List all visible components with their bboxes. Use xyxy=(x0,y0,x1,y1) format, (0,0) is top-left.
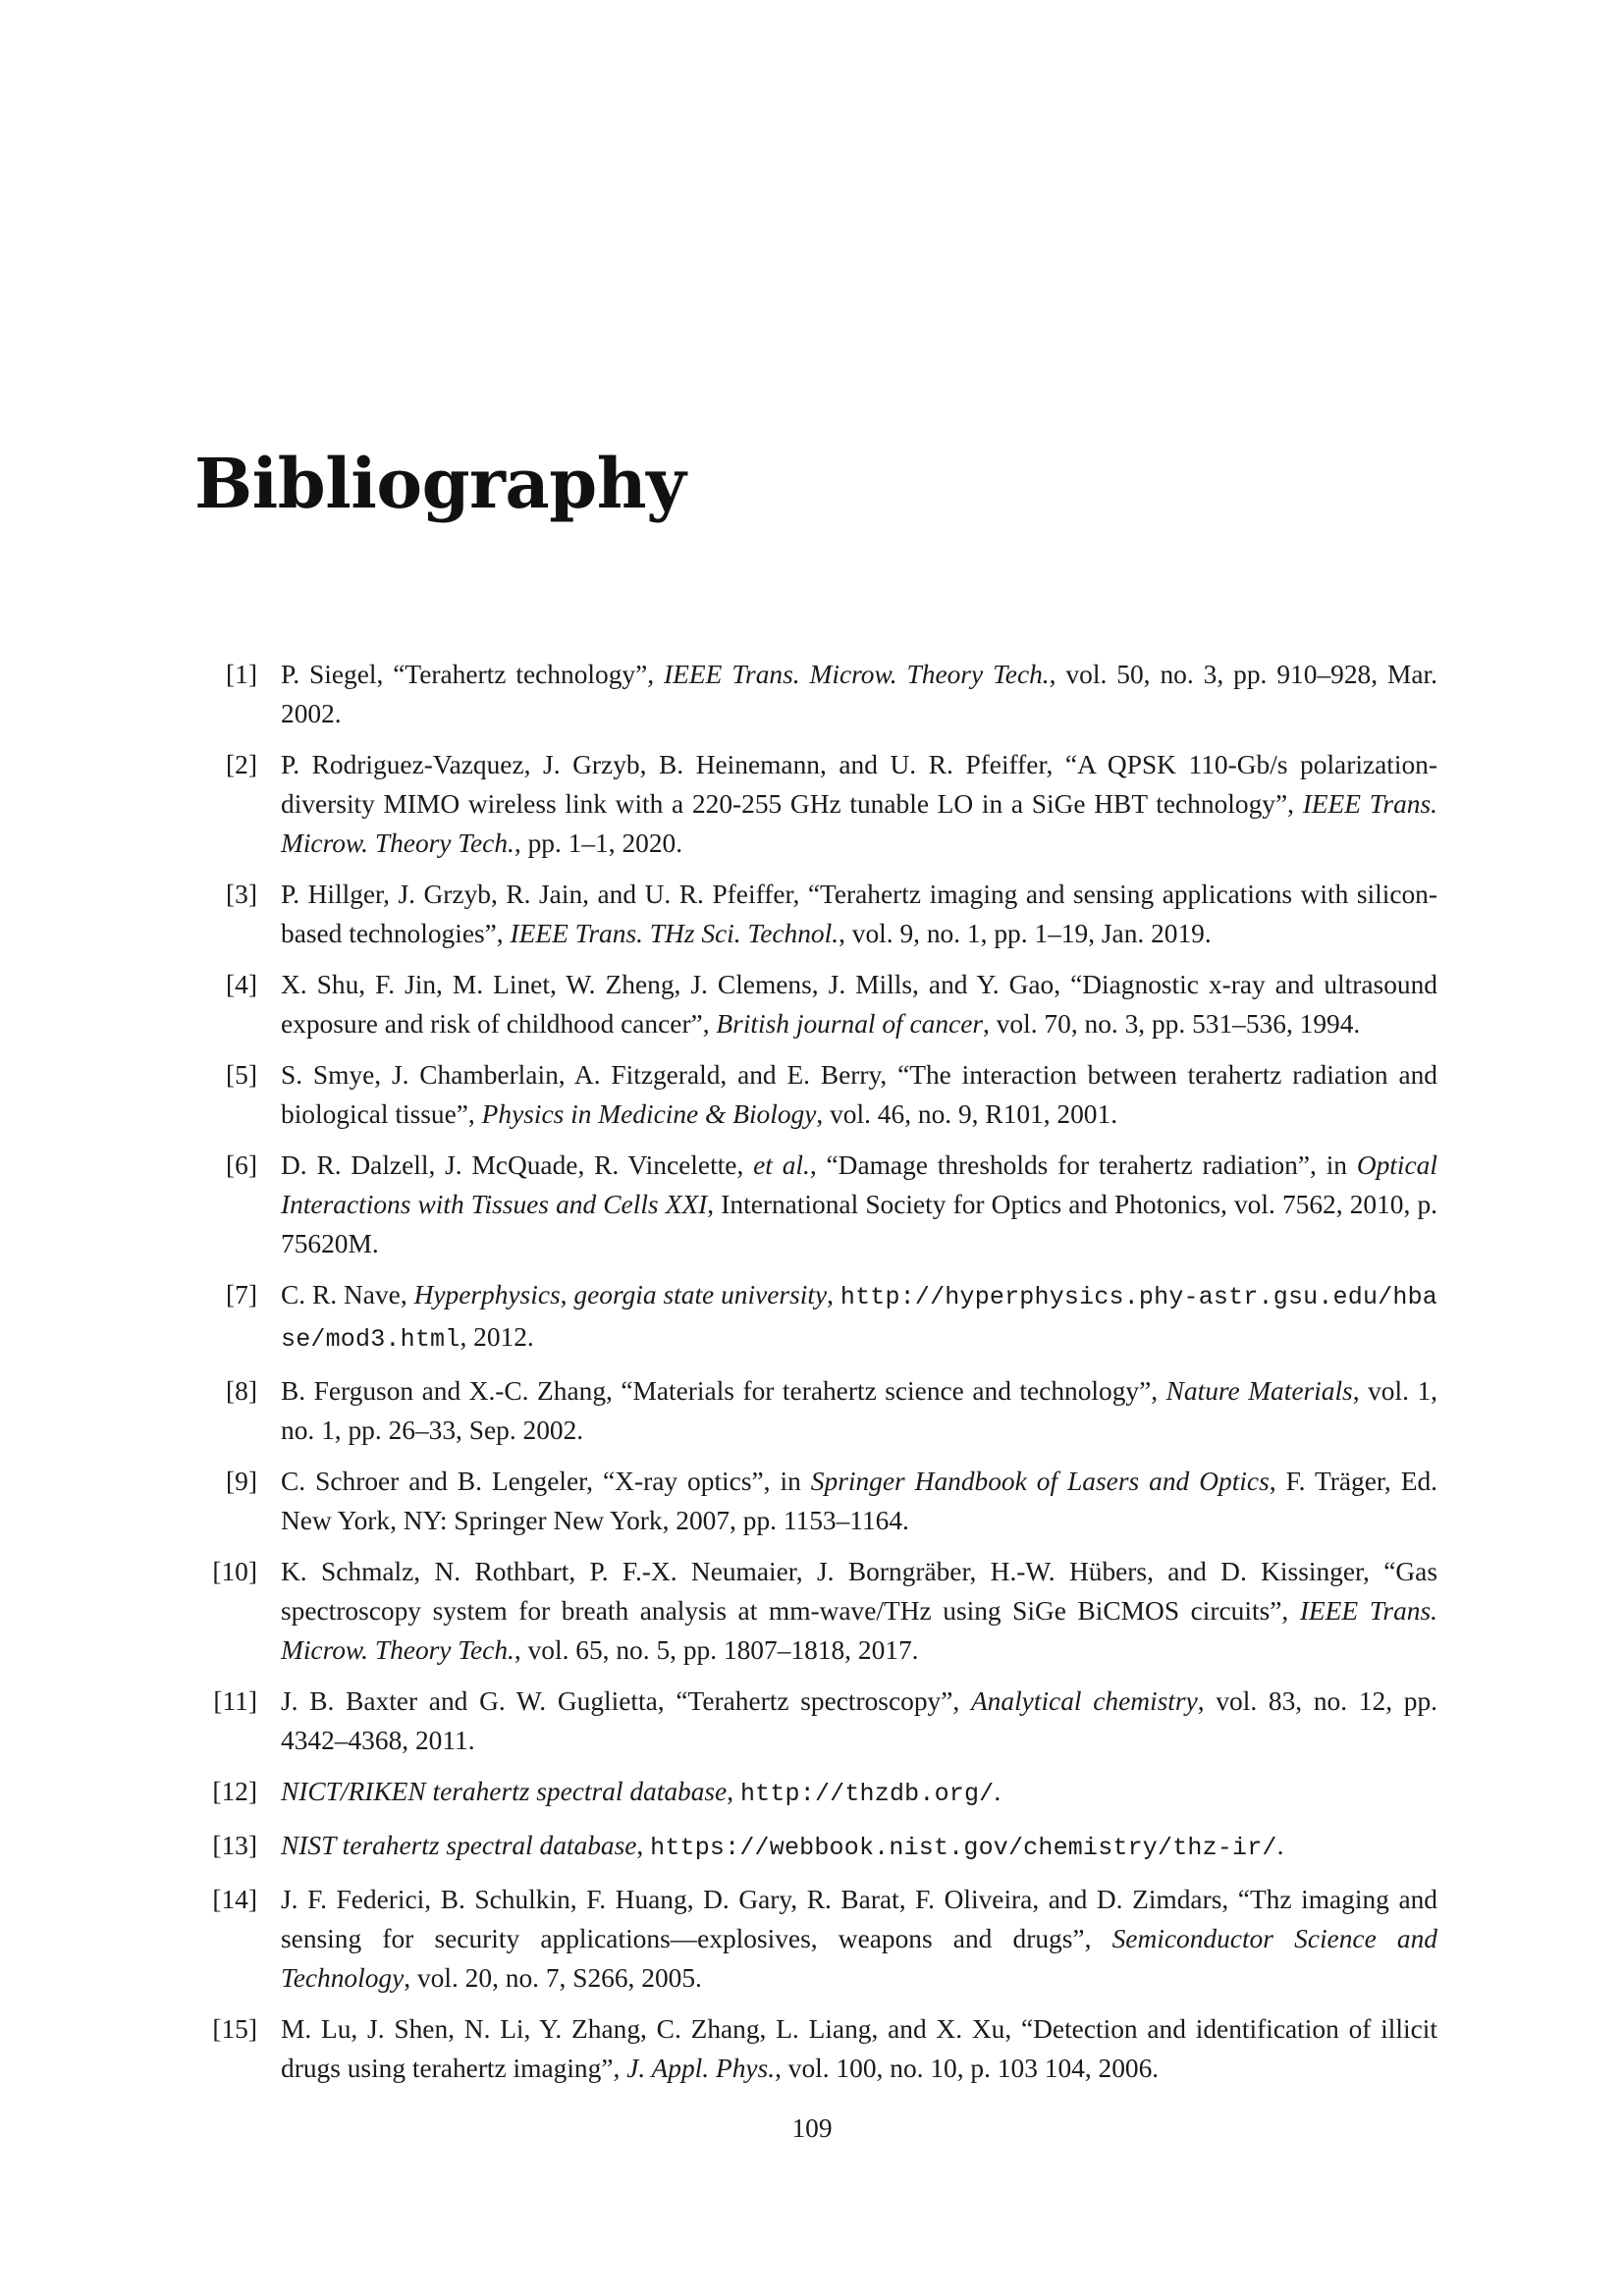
reference-text xyxy=(281,655,1437,733)
reference-text-part: M. Lu, J. Shen, N. Li, Y. Zhang, C. Zhang, L. Liang, and X. Xu, “Detection and identification of illicit drugs using terahertz imaging”, xyxy=(281,2014,1437,2083)
reference-italic-part: NICT/RIKEN terahertz spectral database xyxy=(281,1777,728,1806)
reference-number: [9] xyxy=(226,1467,257,1496)
reference-italic-part: IEEE Trans. Microw. Theory Tech. xyxy=(664,660,1050,689)
reference-entry xyxy=(194,1462,1437,1540)
reference-text-part: , “Damage thresholds for terahertz radiation”, in xyxy=(809,1150,1357,1180)
reference-entry xyxy=(194,2009,1437,2088)
reference-url: http://thzdb.org/ xyxy=(739,1780,995,1808)
reference-text-part: P. Rodriguez-Vazquez, J. Grzyb, B. Heinemann, and U. R. Pfeiffer, “A QPSK 110-Gb/s polarization-diversity MIMO wireless link with a 220-255 GHz tunable LO in a SiGe HBT technology”, xyxy=(281,750,1437,819)
reference-entry xyxy=(194,655,1437,733)
reference-italic-part: NIST terahertz spectral database xyxy=(281,1831,637,1860)
reference-entry xyxy=(194,745,1437,863)
reference-text xyxy=(281,1371,1437,1450)
reference-number: [12] xyxy=(212,1777,257,1806)
reference-text xyxy=(281,1146,1437,1263)
reference-italic-part: IEEE Trans. Microw. Theory Tech. xyxy=(281,1596,1437,1665)
reference-text xyxy=(281,1682,1437,1760)
reference-number: [5] xyxy=(226,1060,257,1090)
reference-entry xyxy=(194,1275,1437,1360)
reference-number: [1] xyxy=(226,660,257,689)
reference-text-part: , xyxy=(827,1280,840,1309)
reference-url: https://webbook.nist.gov/chemistry/thz-ir/ xyxy=(650,1834,1277,1862)
reference-italic-part: IEEE Trans. Microw. Theory Tech. xyxy=(281,789,1437,858)
reference-italic-part: IEEE Trans. THz Sci. Technol. xyxy=(510,919,839,948)
reference-text-part: , vol. 46, no. 9, R101, 2001. xyxy=(816,1099,1118,1129)
reference-text xyxy=(281,1826,1437,1868)
reference-italic-part: Analytical chemistry xyxy=(970,1686,1198,1716)
reference-number: [14] xyxy=(212,1885,257,1914)
reference-entry xyxy=(194,1552,1437,1670)
reference-text-part: D. R. Dalzell, J. McQuade, R. Vincelette, xyxy=(281,1150,754,1180)
reference-italic-part: Hyperphysics, georgia state university xyxy=(413,1280,828,1309)
reference-entry xyxy=(194,875,1437,953)
reference-text-part: P. Siegel, “Terahertz technology”, xyxy=(281,660,665,689)
reference-text-part: , vol. 65, no. 5, pp. 1807–1818, 2017. xyxy=(514,1635,919,1665)
reference-number: [7] xyxy=(226,1280,257,1309)
reference-entry xyxy=(194,1371,1437,1450)
page-number: 109 xyxy=(791,2113,833,2143)
reference-text-part: , vol. 1, no. 1, pp. 26–33, Sep. 2002. xyxy=(281,1376,1437,1445)
reference-text-part: C. Schroer and B. Lengeler, “X-ray optics”, in xyxy=(281,1467,811,1496)
reference-text-part: S. Smye, J. Chamberlain, A. Fitzgerald, and E. Berry, “The interaction between terahertz radiation and biological tissue”, xyxy=(281,1060,1437,1129)
reference-italic-part: Nature Materials xyxy=(1165,1376,1353,1406)
reference-text-part: , 2012. xyxy=(460,1322,534,1352)
reference-text-part: K. Schmalz, N. Rothbart, P. F.-X. Neumaier, J. Borngräber, H.-W. Hübers, and D. Kissinger, “Gas spectroscopy system for breath analysis at mm-wave/THz using SiGe BiCMOS circuits”, xyxy=(281,1557,1437,1626)
reference-number: [4] xyxy=(226,970,257,999)
reference-text xyxy=(281,1275,1437,1360)
reference-text-part: . xyxy=(1276,1831,1284,1860)
reference-text-part: , F. Träger, Ed. New York, NY: Springer New York, 2007, pp. 1153–1164. xyxy=(281,1467,1438,1535)
reference-text-part: , xyxy=(636,1831,651,1860)
reference-text xyxy=(281,1462,1437,1540)
reference-text-part: , vol. 83, no. 12, pp. 4342–4368, 2011. xyxy=(281,1686,1438,1755)
reference-text-part: X. Shu, F. Jin, M. Linet, W. Zheng, J. Clemens, J. Mills, and Y. Gao, “Diagnostic x-ray and ultrasound exposure and risk of childhood cancer”, xyxy=(281,970,1437,1039)
reference-italic-part: J. Appl. Phys. xyxy=(626,2054,776,2083)
reference-entry xyxy=(194,965,1437,1043)
reference-text-part: P. Hillger, J. Grzyb, R. Jain, and U. R. Pfeiffer, “Terahertz imaging and sensing applications with silicon-based technologies”, xyxy=(281,880,1437,948)
reference-number: [2] xyxy=(226,750,257,779)
reference-entry xyxy=(194,1055,1437,1134)
reference-text-part: J. B. Baxter and G. W. Guglietta, “Terahertz spectroscopy”, xyxy=(281,1686,971,1716)
reference-italic-part: Optical Interactions with Tissues and Cells XXI xyxy=(281,1150,1437,1219)
reference-text xyxy=(281,875,1437,953)
reference-text-part: , vol. 50, no. 3, pp. 910–928, Mar. 2002. xyxy=(281,660,1437,728)
reference-entry xyxy=(194,1772,1437,1814)
reference-text xyxy=(281,965,1437,1043)
reference-text-part: , xyxy=(727,1777,740,1806)
reference-text-part: , vol. 20, no. 7, S266, 2005. xyxy=(404,1963,702,1993)
chapter-title: Bibliography xyxy=(194,443,686,524)
reference-number: [3] xyxy=(226,880,257,909)
reference-text xyxy=(281,745,1437,863)
reference-text xyxy=(281,1055,1437,1134)
reference-text-part: J. F. Federici, B. Schulkin, F. Huang, D. Gary, R. Barat, F. Oliveira, and D. Zimdars, “Thz imaging and sensing for security applications—explosives, weapons and drugs”, xyxy=(281,1885,1437,1953)
reference-text-part: , vol. 70, no. 3, pp. 531–536, 1994. xyxy=(983,1009,1361,1039)
reference-italic-part: Semiconductor Science and Technology xyxy=(281,1924,1438,1993)
reference-text-part: , vol. 100, no. 10, p. 103 104, 2006. xyxy=(775,2054,1160,2083)
reference-entry xyxy=(194,1880,1437,1998)
reference-text-part: , pp. 1–1, 2020. xyxy=(514,828,683,858)
reference-italic-part: Springer Handbook of Lasers and Optics xyxy=(810,1467,1270,1496)
reference-number: [8] xyxy=(226,1376,257,1406)
reference-italic-part: et al. xyxy=(753,1150,810,1180)
reference-number: [6] xyxy=(226,1150,257,1180)
reference-text-part: C. R. Nave, xyxy=(281,1280,414,1309)
reference-text-part: , vol. 9, no. 1, pp. 1–19, Jan. 2019. xyxy=(839,919,1212,948)
reference-number: [13] xyxy=(212,1831,257,1860)
reference-text xyxy=(281,1772,1437,1814)
reference-url: http://hyperphysics.phy-astr.gsu.edu/hbase/mod3.html xyxy=(281,1283,1437,1354)
reference-number: [11] xyxy=(213,1686,257,1716)
reference-text-part: , International Society for Optics and Photonics, vol. 7562, 2010, p. 75620M. xyxy=(281,1190,1437,1258)
reference-text-part: . xyxy=(994,1777,1001,1806)
reference-list xyxy=(194,655,1437,2100)
reference-italic-part: British journal of cancer xyxy=(716,1009,984,1039)
reference-entry xyxy=(194,1146,1437,1263)
reference-text-part: B. Ferguson and X.-C. Zhang, “Materials for terahertz science and technology”, xyxy=(281,1376,1166,1406)
reference-number: [10] xyxy=(212,1557,257,1586)
reference-text xyxy=(281,1552,1437,1670)
reference-text xyxy=(281,1880,1437,1998)
reference-number: [15] xyxy=(212,2014,257,2044)
reference-italic-part: Physics in Medicine & Biology xyxy=(481,1099,817,1129)
reference-text xyxy=(281,2009,1437,2088)
reference-entry xyxy=(194,1682,1437,1760)
reference-entry xyxy=(194,1826,1437,1868)
